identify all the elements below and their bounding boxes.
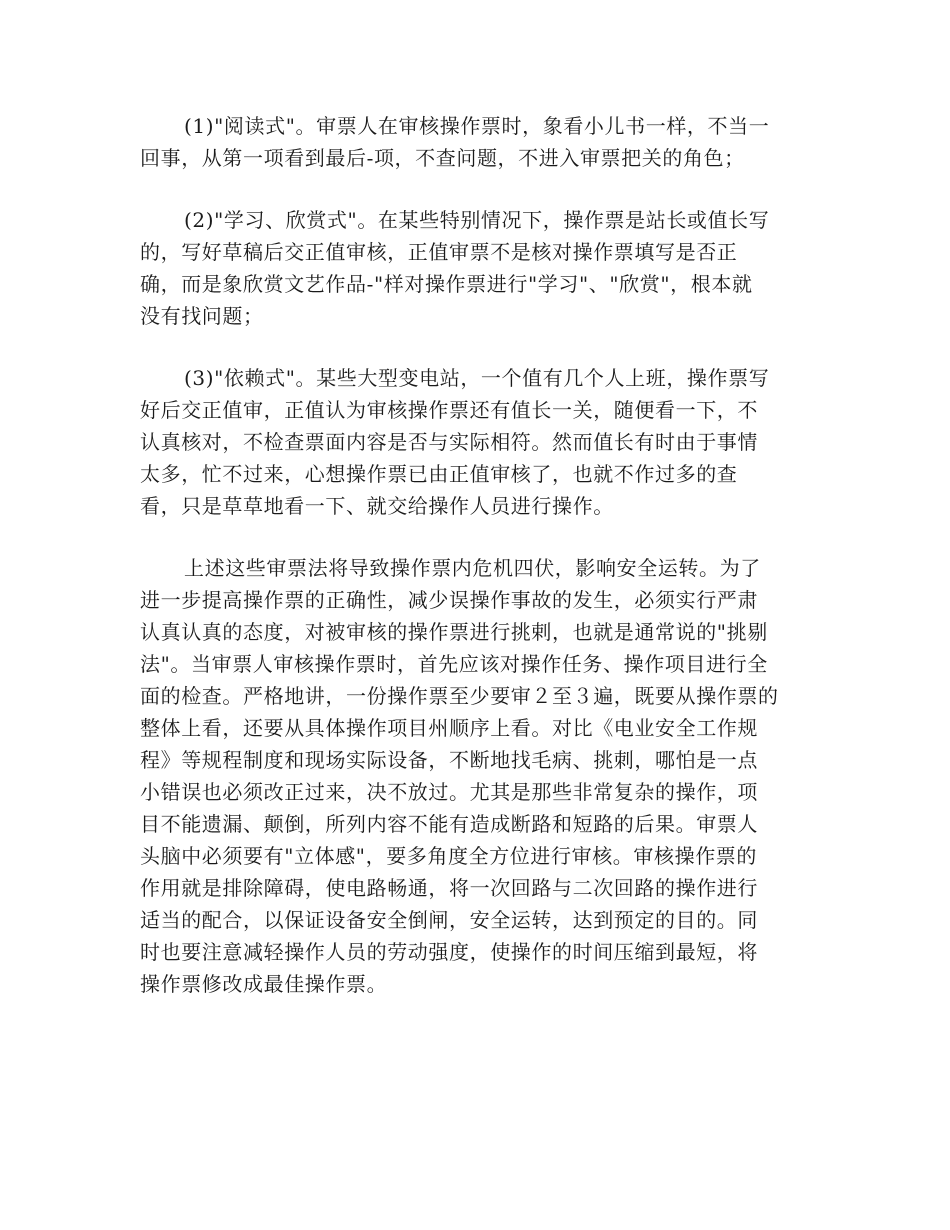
paragraph-reading-style (140, 110, 812, 174)
text-line: 好后交正值审，正值认为审核操作票还有值长一关，随便看一下，不 (140, 398, 758, 422)
text-line: (3)"依赖式"。某些大型变电站，一个值有几个人上班，操作票写 (184, 366, 770, 390)
document-body (140, 110, 812, 1000)
text-line: 适当的配合，以保证设备安全倒闸，安全运转，达到预定的目的。同 (140, 908, 758, 932)
text-line: 目不能遗漏、颠倒，所列内容不能有造成断路和短路的后果。审票人 (140, 812, 758, 836)
text-line: 操作票修改成最佳操作票。 (140, 972, 388, 996)
text-line: 作用就是排除障碍，使电路畅通，将一次回路与二次回路的操作进行 (140, 876, 758, 900)
text-line: 确，而是象欣赏文艺作品-"样对操作票进行"学习"、"欣赏"，根本就 (140, 272, 753, 296)
paragraph-picking-method (140, 552, 812, 1000)
text-line: 看，只是草草地看一下、就交给操作人员进行操作。 (140, 494, 614, 518)
paragraph-study-appreciation-style (140, 204, 812, 332)
text-line: 没有找问题； (140, 304, 264, 328)
text-line: 面的检查。严格地讲，一份操作票至少要审２至３遍，既要从操作票的 (140, 684, 779, 708)
text-line: 头脑中必须要有"立体感"，要多角度全方位进行审核。审核操作票的 (140, 844, 757, 868)
text-line: 的，写好草稿后交正值审核，正值审票不是核对操作票填写是否正 (140, 240, 738, 264)
text-line: (2)"学习、欣赏式"。在某些特别情况下，操作票是站长或值长写 (184, 208, 770, 232)
text-line: 小错误也必须改正过来，决不放过。尤其是那些非常复杂的操作，项 (140, 780, 758, 804)
text-line: (1)"阅读式"。审票人在审核操作票时，象看小儿书一样，不当一 (184, 114, 770, 138)
text-line: 上述这些审票法将导致操作票内危机四伏，影响安全运转。为了 (184, 556, 761, 580)
text-line: 认真认真的态度，对被审核的操作票进行挑剌，也就是通常说的"挑剔 (140, 620, 768, 644)
paragraph-dependency-style (140, 362, 812, 522)
text-line: 认真核对，不检查票面内容是否与实际相符。然而值长有时由于事情 (140, 430, 758, 454)
text-line: 程》等规程制度和现场实际设备，不断地找毛病、挑刺，哪怕是一点 (140, 748, 758, 772)
text-line: 回事，从第一项看到最后-项，不查问题，不进入审票把关的角色； (140, 146, 745, 170)
text-line: 进一步提高操作票的正确性，减少误操作事故的发生，必须实行严肃 (140, 588, 758, 612)
text-line: 时也要注意减轻操作人员的劳动强度，使操作的时间压缩到最短，将 (140, 940, 758, 964)
text-line: 太多，忙不过来，心想操作票已由正值审核了，也就不作过多的查 (140, 462, 738, 486)
text-line: 法"。当审票人审核操作票时，首先应该对操作任务、操作项目进行全 (140, 652, 768, 676)
text-line: 整体上看，还要从具体操作项目州顺序上看。对比《电业安全工作规 (140, 716, 758, 740)
